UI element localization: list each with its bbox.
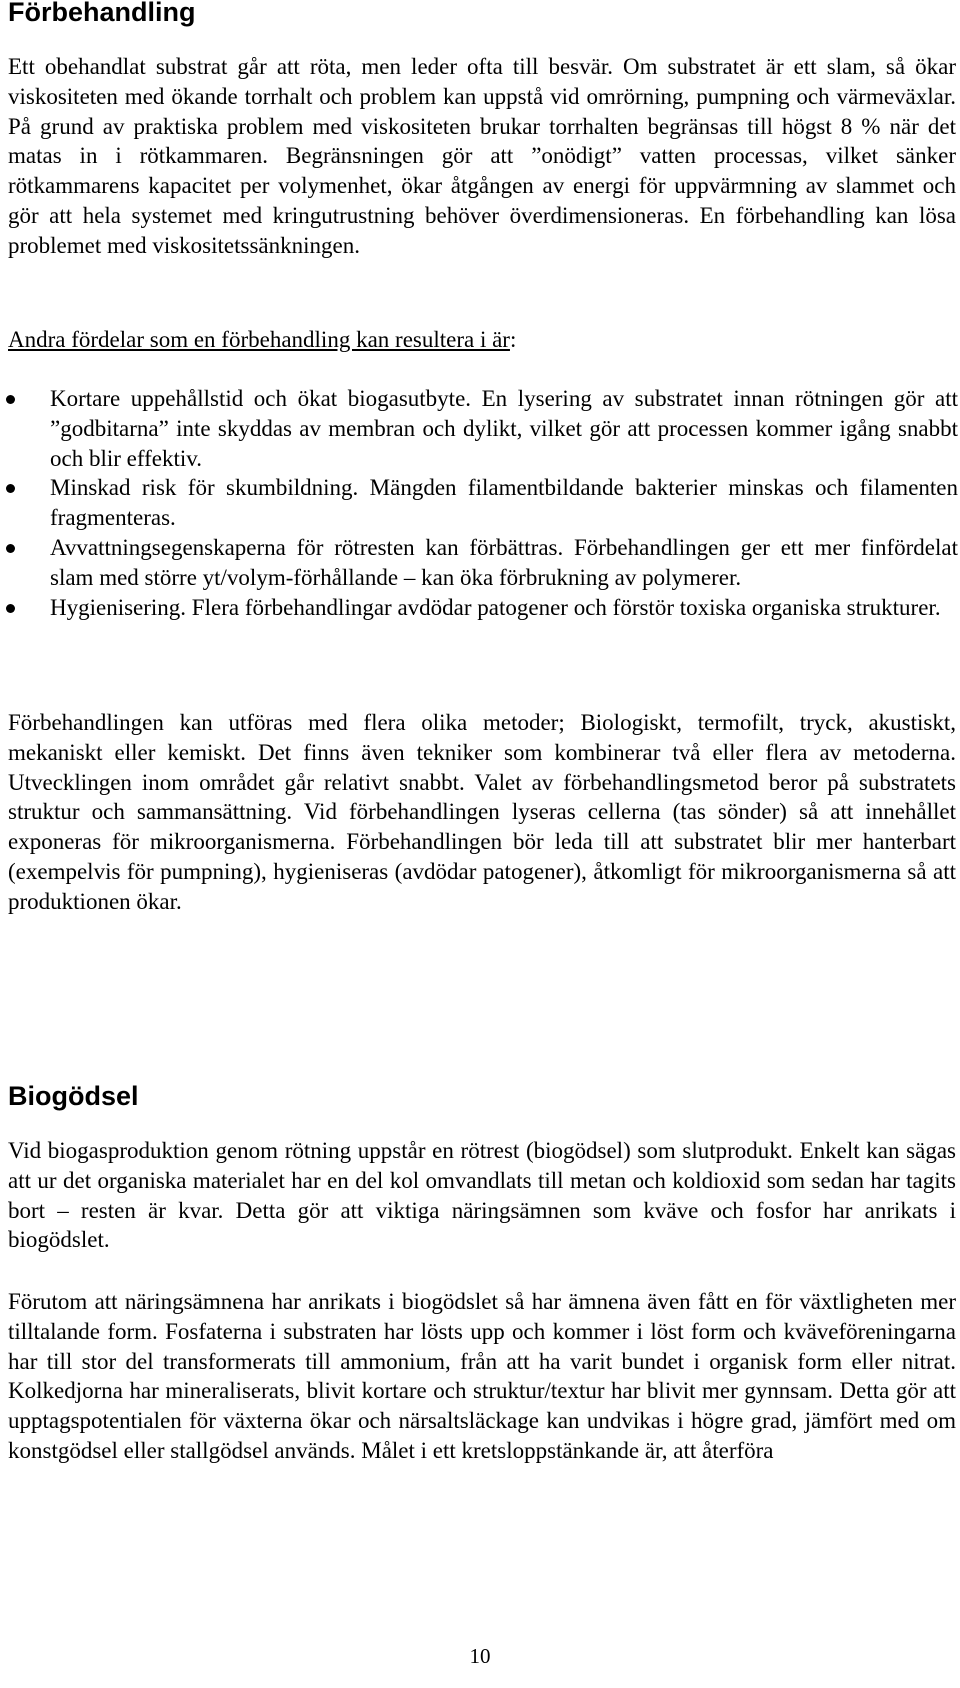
bullet-icon (6, 604, 15, 613)
list-item-text: Minskad risk för skumbildning. Mängden filamentbildande bakterier minskas och filamenten fragmenteras. (50, 475, 958, 531)
list-item (0, 384, 960, 473)
list-item (0, 533, 960, 593)
list-intro-text: Andra fördelar som en förbehandling kan resultera i är (8, 327, 510, 352)
paragraph-methods: Förbehandlingen kan utföras med flera olika metoder; Biologiskt, termofilt, tryck, akustiskt, mekaniskt eller kemiskt. Det finns även tekniker som kombinerar två eller flera av metoderna. Utvecklingen inom området går relativt snabbt. Valet av förbehandlingsmetod beror på substratets struktur och sammansättning. Vid förbehandlingen lyseras cellerna (tas sönder) så att innehållet exponeras för mikroorganismerna. Förbehandlingen bör leda till att substratet blir mer hanterbart (exempelvis för pumpning), hygieniseras (avdödar patogener), åtkomligt för mikroorganismerna så att produktionen ökar. (8, 710, 956, 914)
benefits-list (0, 384, 960, 622)
paragraph-viscosity: Ett obehandlat substrat går att röta, men leder ofta till besvär. Om substratet är ett slam, så ökar viskositeten med ökande torrhalt och problem kan uppstå vid omrörning, pumpning och värmeväxlar. På grund av praktiska problem med viskositeten brukar torrhalten begränsas till högst 8 % när det matas in i rötkammaren. Begränsningen gör att ”onödigt” vatten processas, vilket sänker rötkammarens kapacitet per volymenhet, ökar åtgången av energi för uppvärmning av slammet och gör att hela systemet med kringutrustning behöver överdimensioneras. En förbehandling kan lösa problemet med viskositetssänkningen. (8, 54, 956, 258)
bullet-icon (6, 395, 15, 404)
list-intro (8, 325, 956, 355)
list-item (0, 473, 960, 533)
bullet-icon (6, 544, 15, 553)
section-heading-forbehandling: Förbehandling (8, 0, 196, 27)
list-item-text: Kortare uppehållstid och ökat biogasutbyte. En lysering av substratet innan rötningen gör att ”godbitarna” inte skyddas av membran och dylikt, vilket gör att processen kommer igång snabbt och blir effektiv. (50, 386, 958, 471)
list-item (0, 593, 960, 623)
bullet-icon (6, 484, 15, 493)
page-number: 10 (469, 1644, 491, 1668)
list-item-text: Avvattningsegenskaperna för rötresten kan förbättras. Förbehandlingen ger ett mer finfördelat slam med större yt/volym-förhållande – kan öka förbrukning av polymerer. (50, 534, 958, 590)
list-item-text: Hygienisering. Flera förbehandlingar avdödar patogener och förstör toxiska organiska strukturer. (50, 594, 941, 620)
list-intro-colon: : (509, 327, 517, 352)
section-heading-biogodsel: Biogödsel (8, 1081, 139, 1111)
paragraph-nutrients: Förutom att näringsämnena har anrikats i biogödslet så har ämnena även fått en för växtligheten mer tilltalande form. Fosfaterna i substraten har lösts upp och kommer i löst form och kväveföreningarna har till stor del transformerats till ammonium, från att ha varit bundet i organisk form eller nitrat. Kolkedjorna har mineraliserats, blivit kortare och struktur/textur har blivit mer gynnsam. Detta gör att upptagspotentialen för växterna ökar och närsaltsläckage kan undvikas i högre grad, jämfört med om konstgödsel eller stallgödsel används. Målet i ett kretsloppstänkande är, att återföra (8, 1289, 956, 1463)
paragraph-digestate: Vid biogasproduktion genom rötning uppstår en rötrest (biogödsel) som slutprodukt. Enkelt kan sägas att ur det organiska materialet har en del kol omvandlats till metan och koldioxid som sedan har tagits bort – resten är kvar. Detta gör att viktiga näringsämnen som kväve och fosfor har anrikats i biogödslet. (8, 1138, 956, 1253)
